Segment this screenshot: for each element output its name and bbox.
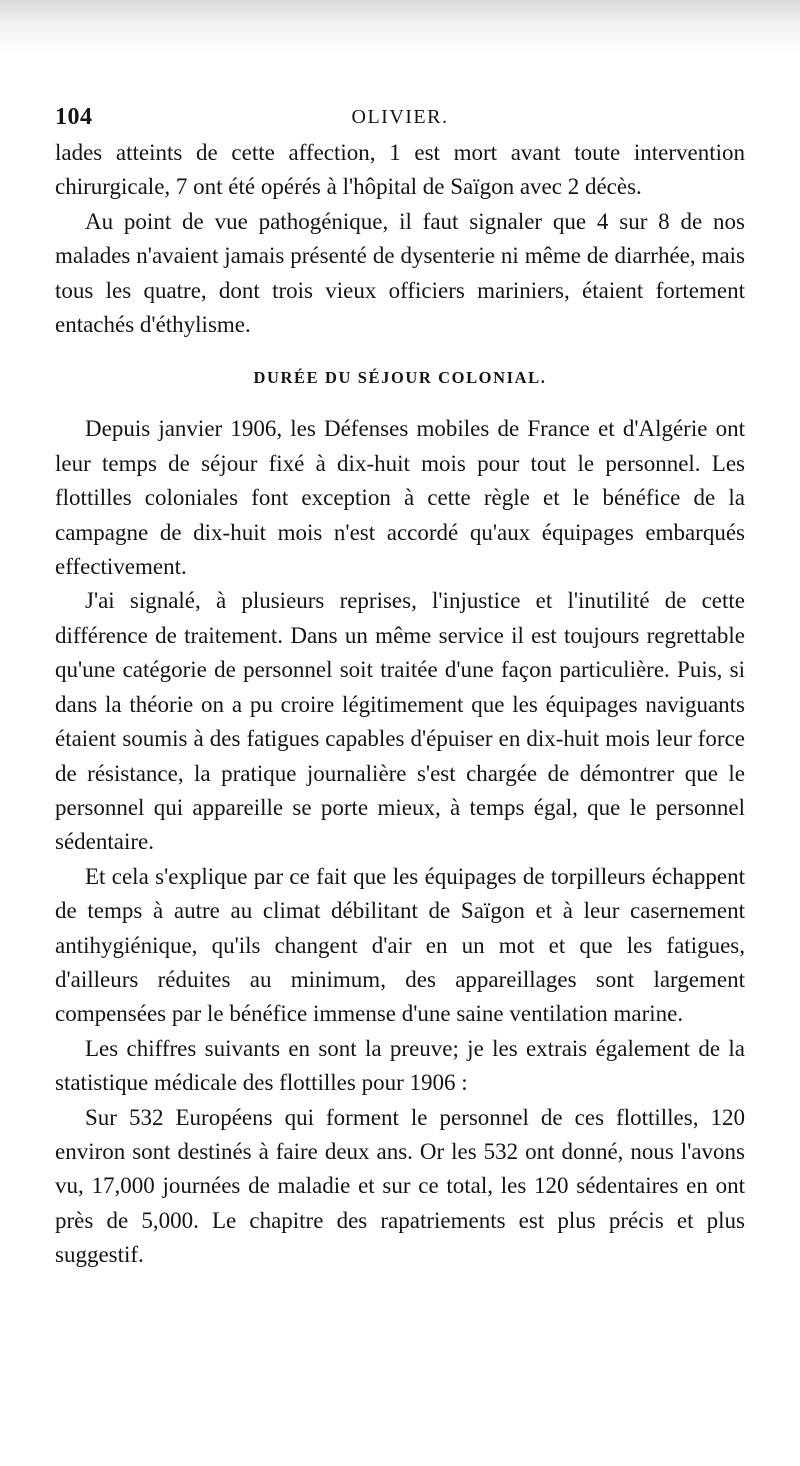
paragraph-statistics: Sur 532 Européens qui forment le personnel de ces flottilles, 120 environ sont destinés à faire deux ans. Or les 532 ont donné, nous l'avons vu, 17,000 journées de maladie et sur ce total, les 120 sédentaires en ont près de 5,000. Le chapitre des rapatriements est plus précis et plus suggestif. <box>55 1104 745 1268</box>
paragraph-defenses-mobiles: Depuis janvier 1906, les Défenses mobiles de France et d'Algérie ont leur temps de séjour fixé à dix-huit mois pour tout le personnel. Les flottilles coloniales font exception à cette règle et le bénéfice de la campagne de dix-huit mois n'est accordé qu'aux équipages embarqués effectivement. <box>55 416 745 580</box>
book-page <box>55 100 745 1273</box>
page-number: 104 <box>55 104 93 130</box>
body-text <box>55 136 745 1273</box>
paragraph-pathogenic: Au point de vue pathogénique, il faut signaler que 4 sur 8 de nos malades n'avaient jamais présenté de dysenterie ni même de diarrhée, mais tous les quatre, dont trois vieux officiers mariniers, étaient fortement entachés d'éthylisme. <box>55 208 745 338</box>
scan-top-edge <box>0 0 800 60</box>
section-heading: DURÉE DU SÉJOUR COLONIAL. <box>253 368 547 388</box>
running-head <box>55 100 745 134</box>
paragraph-explanation: Et cela s'explique par ce fait que les équipages de torpilleurs échappent de temps à autre au climat débilitant de Saïgon et à leur casernement antihygiénique, qu'ils changent d'air en un mot et que les fatigues, d'ailleurs réduites au minimum, des appareillages sont largement compensées par le bénéfice immense d'une saine ventilation marine. <box>55 863 745 1027</box>
paragraph-continued: lades atteints de cette affection, 1 est mort avant toute intervention chirurgicale, 7 ont été opérés à l'hôpital de Saïgon avec 2 décès. <box>55 140 745 200</box>
running-title: OLIVIER. <box>351 106 449 128</box>
paragraph-statistics-intro: Les chiffres suivants en sont la preuve; je les extrais également de la statistique médicale des flottilles pour 1906 : <box>55 1035 745 1096</box>
paragraph-injustice: J'ai signalé, à plusieurs reprises, l'injustice et l'inutilité de cette différence de traitement. Dans un même service il est toujours regrettable qu'une catégorie de personnel soit traitée d'une façon particulière. Puis, si dans la théorie on a pu croire légitimement que les équipages naviguants étaient soumis à des fatigues capables d'épuiser en dix-huit mois leur force de résistance, la pratique journalière s'est chargée de démontrer que le personnel qui appareille se porte mieux, à temps égal, que le personnel sédentaire. <box>55 588 745 855</box>
